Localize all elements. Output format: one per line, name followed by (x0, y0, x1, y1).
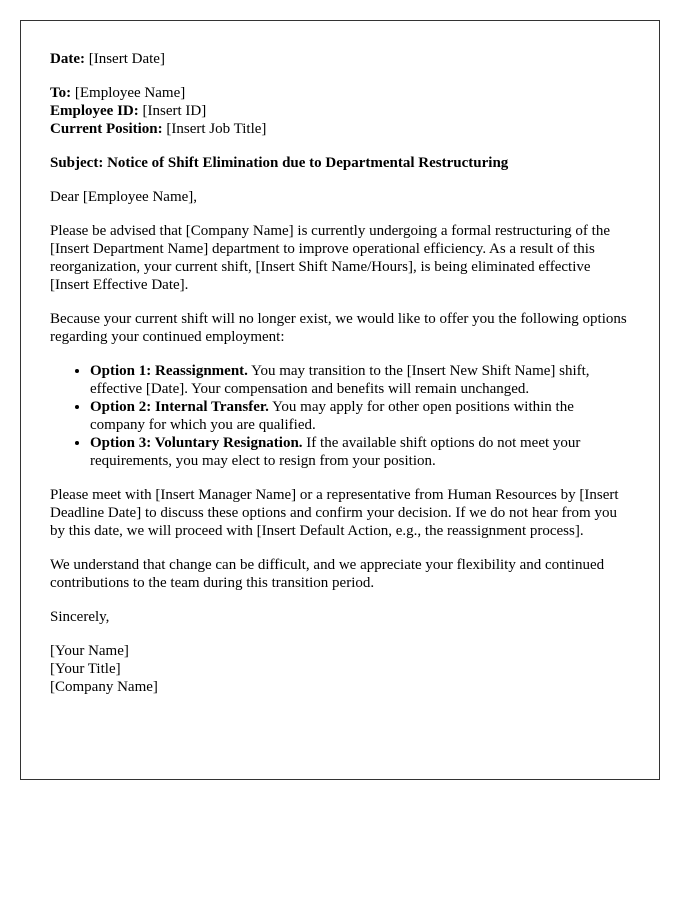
to-value: [Employee Name] (71, 85, 186, 101)
option-item (90, 398, 631, 434)
date-value: [Insert Date] (84, 51, 165, 67)
employee-id-line (50, 102, 631, 120)
closing-paragraph-1: Please meet with [Insert Manager Name] or a representative from Human Resources by [Insert Deadline Date] to discuss these options and confirm your decision. If we do not hear from you by this date, we will proceed with [Insert Default Action, e.g., the reassignment process]. (50, 487, 619, 539)
option-item (90, 362, 631, 398)
subject-line (50, 154, 631, 172)
salutation: Dear [Employee Name], (50, 189, 198, 205)
position-value: [Insert Job Title] (162, 121, 267, 137)
body-paragraph-1: Please be advised that [Company Name] is currently undergoing a formal restructuring of the [Insert Department Name] department to improve operational efficiency. As a result of this reorganization, your current shift, [Insert Shift Name/Hours], is being eliminated effective [Insert Effective Date]. (50, 223, 610, 293)
option-title: Option 3: Voluntary Resignation. (90, 435, 303, 451)
option-title: Option 2: Internal Transfer. (90, 399, 269, 415)
recipient-block (50, 84, 631, 138)
signature-company: [Company Name] (50, 679, 158, 695)
date-line (50, 50, 631, 68)
signature-block (50, 642, 631, 696)
option-item (90, 434, 631, 470)
to-line (50, 84, 631, 102)
option-text: You may apply for other open positions within the company for which you are qualified. (90, 399, 574, 433)
position-line (50, 120, 631, 138)
options-list (50, 362, 631, 470)
signature-name: [Your Name] (50, 643, 129, 659)
employee-id-value: [Insert ID] (138, 103, 207, 119)
option-text: If the available shift options do not meet your requirements, you may elect to resign from your position. (90, 435, 581, 469)
to-label: To: (50, 85, 72, 101)
position-label: Current Position: (50, 121, 163, 137)
signature-title: [Your Title] (50, 661, 121, 677)
body-paragraph-2: Because your current shift will no longer exist, we would like to offer you the following options regarding your continued employment: (50, 311, 627, 345)
date-label: Date: (50, 51, 85, 67)
option-text: You may transition to the [Insert New Shift Name] shift, effective [Date]. Your compensation and benefits will remain unchanged. (90, 363, 590, 397)
letter-document (20, 20, 660, 780)
sign-off: Sincerely, (50, 609, 110, 625)
subject-text: Subject: Notice of Shift Elimination due to Departmental Restructuring (50, 155, 509, 171)
option-title: Option 1: Reassignment. (90, 363, 248, 379)
closing-paragraph-2: We understand that change can be difficult, and we appreciate your flexibility and continued contributions to the team during this transition period. (50, 557, 605, 591)
employee-id-label: Employee ID: (50, 103, 139, 119)
